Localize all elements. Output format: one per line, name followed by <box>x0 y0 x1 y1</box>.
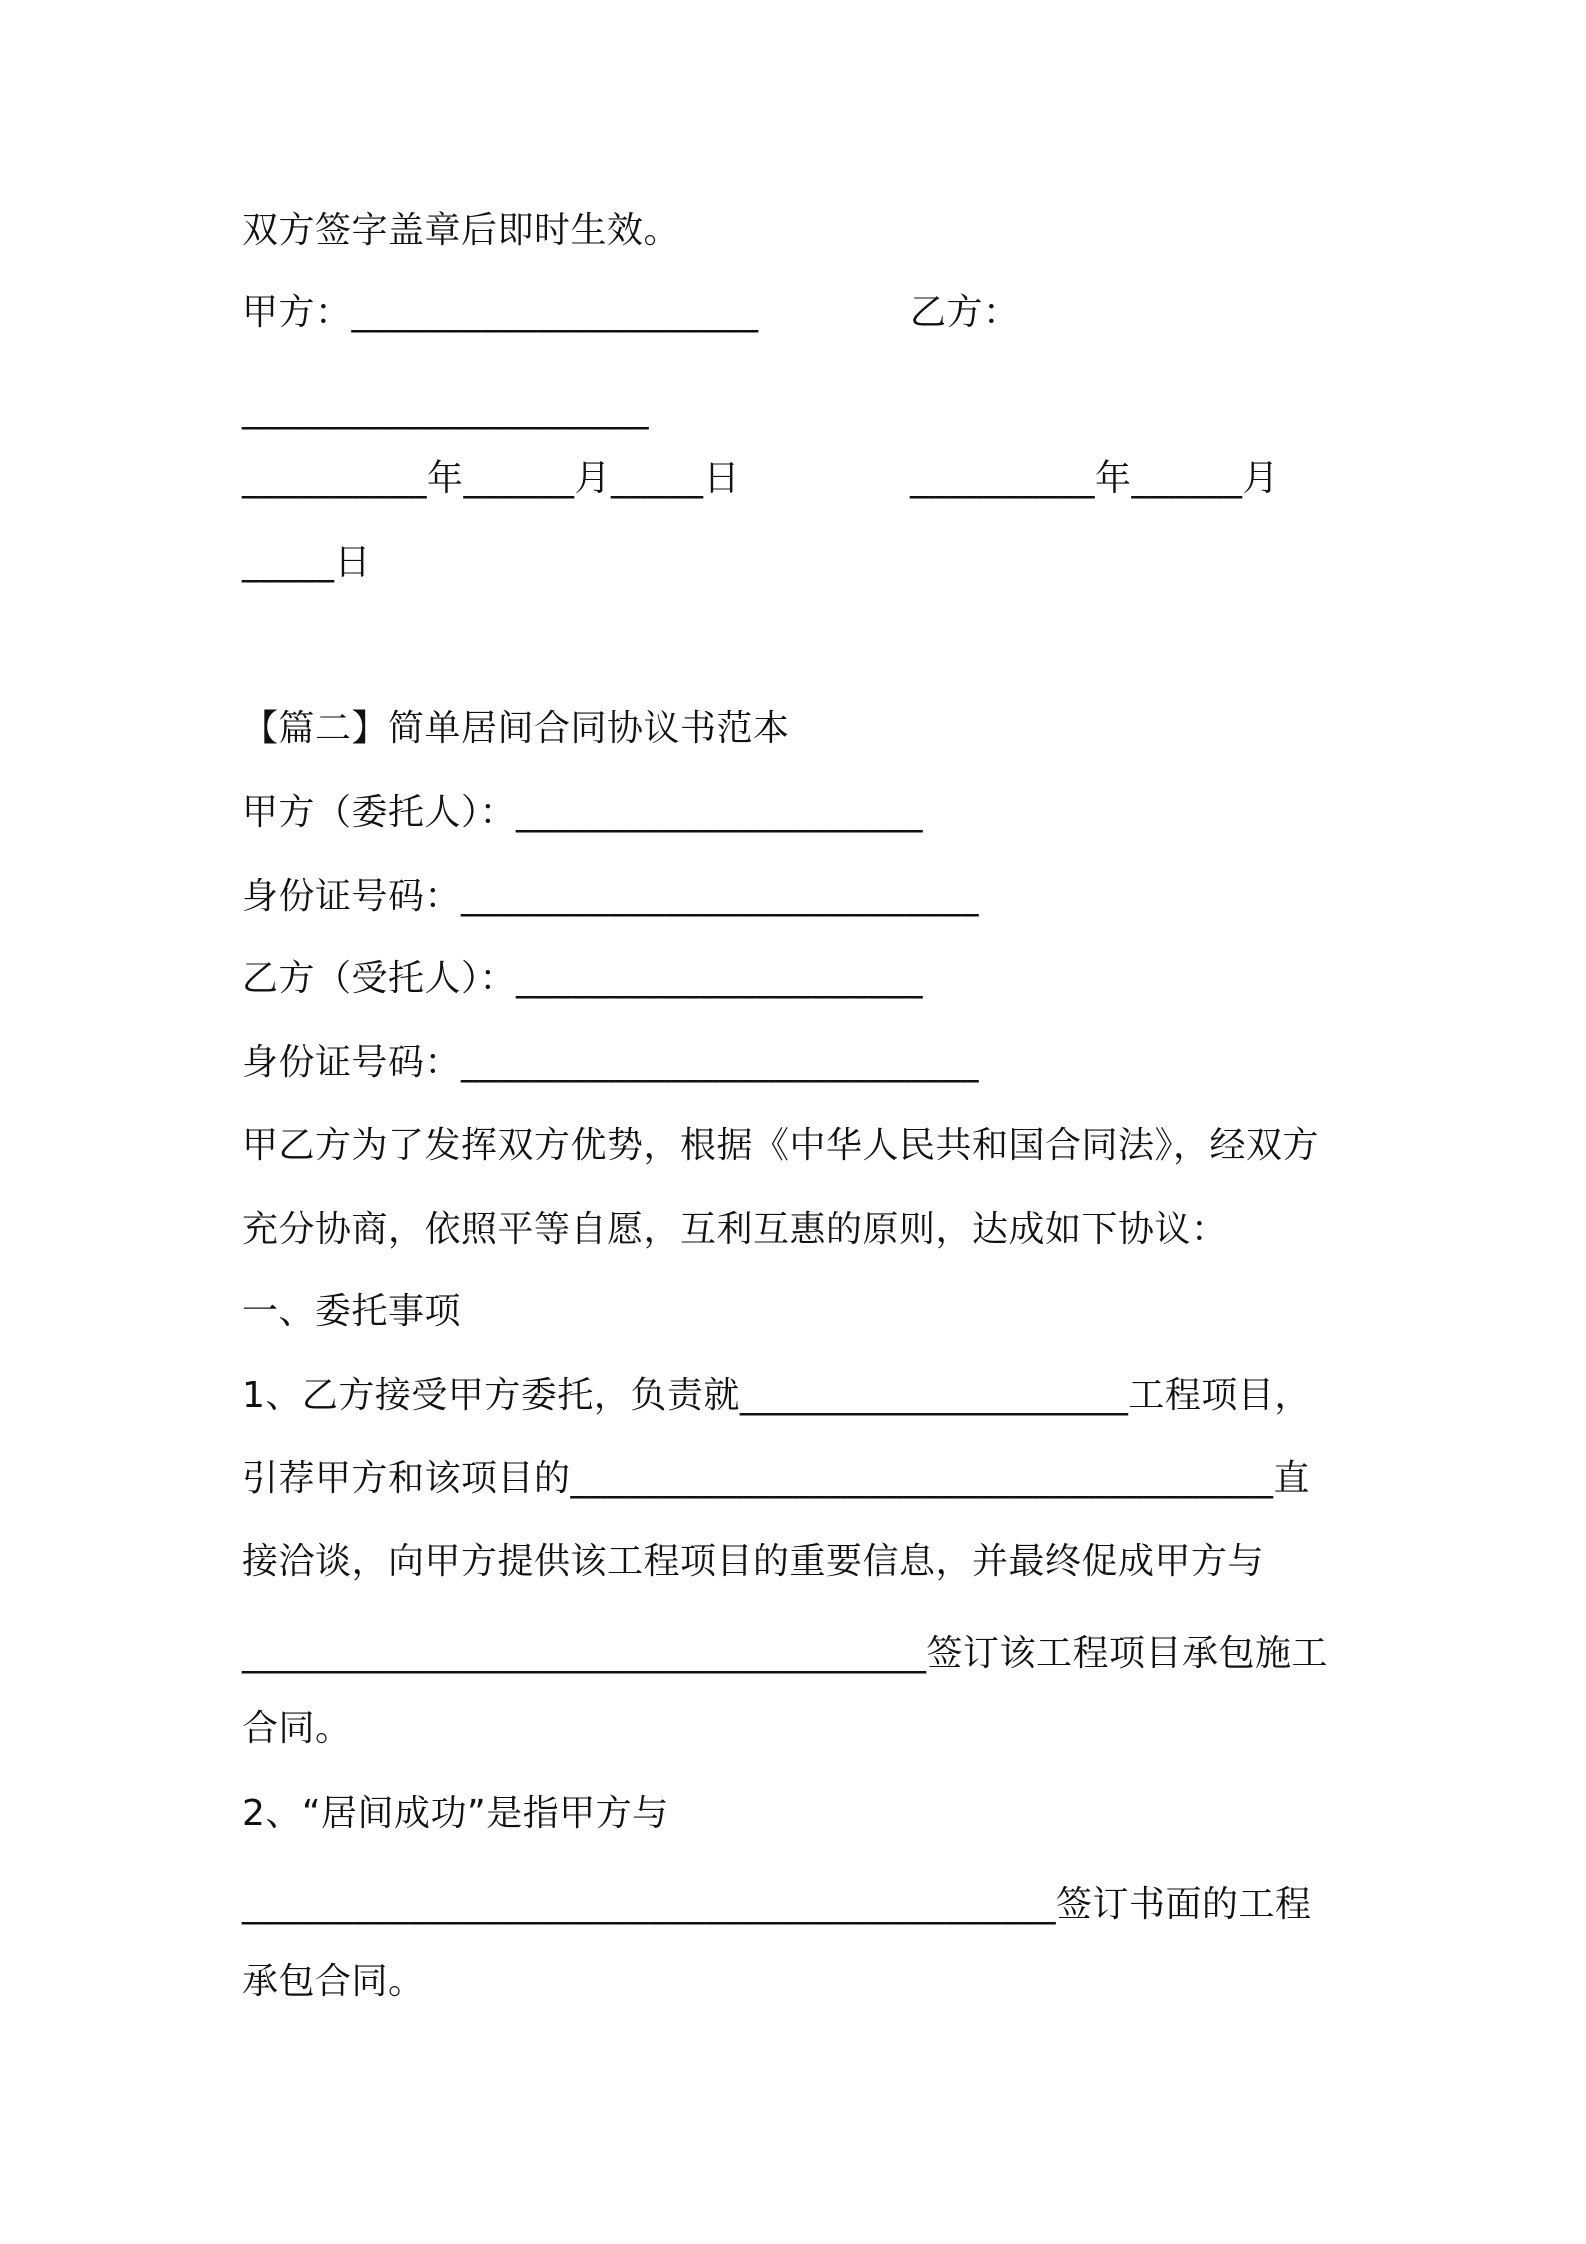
clause-1-line-2: 引荐甲方和该项目的______________________________________直 <box>242 1458 1311 1499</box>
effect-clause: 双方签字盖章后即时生效。 <box>242 210 681 251</box>
party-b-signature-label: 乙方： <box>910 292 1020 333</box>
party-a-id-field: 身份证号码：____________________________ <box>242 876 980 917</box>
party-b-id-field: 身份证号码：____________________________ <box>242 1042 980 1083</box>
clause-1-line-1: 1、乙方接受甲方委托，负责就_____________________工程项目， <box>242 1375 1311 1416</box>
clause-2-line-3: 承包合同。 <box>242 1961 425 2002</box>
section-one-heading: 一、委托事项 <box>242 1291 462 1332</box>
party-b-signature-line: ______________________ <box>242 389 649 430</box>
section-two-title: 【篇二】简单居间合同协议书范本 <box>242 708 790 749</box>
party-b-date-line: __________年______月 <box>910 458 1279 499</box>
clause-1-line-4: _____________________________________签订该工程项目承包施工 <box>242 1633 1329 1674</box>
clause-2-line-1: 2、“居间成功”是指甲方与 <box>242 1793 669 1834</box>
clause-1-line-3: 接洽谈，向甲方提供该工程项目的重要信息，并最终促成甲方与 <box>242 1541 1265 1582</box>
clause-2-line-2: ____________________________________________签订书面的工程 <box>242 1884 1312 1925</box>
party-a-date-line: __________年______月_____日 <box>242 458 740 499</box>
party-a-signature-line: 甲方：______________________ <box>242 292 759 333</box>
party-a-principal-field: 甲方（委托人）：______________________ <box>242 792 924 833</box>
clause-1-line-5: 合同。 <box>242 1708 352 1749</box>
intro-paragraph-line-1: 甲乙方为了发挥双方优势，根据《中华人民共和国合同法》，经双方 <box>242 1125 1320 1166</box>
party-b-agent-field: 乙方（受托人）：______________________ <box>242 958 924 999</box>
party-b-date-day: _____日 <box>242 542 372 583</box>
intro-paragraph-line-2: 充分协商，依照平等自愿，互利互惠的原则，达成如下协议： <box>242 1209 1228 1250</box>
